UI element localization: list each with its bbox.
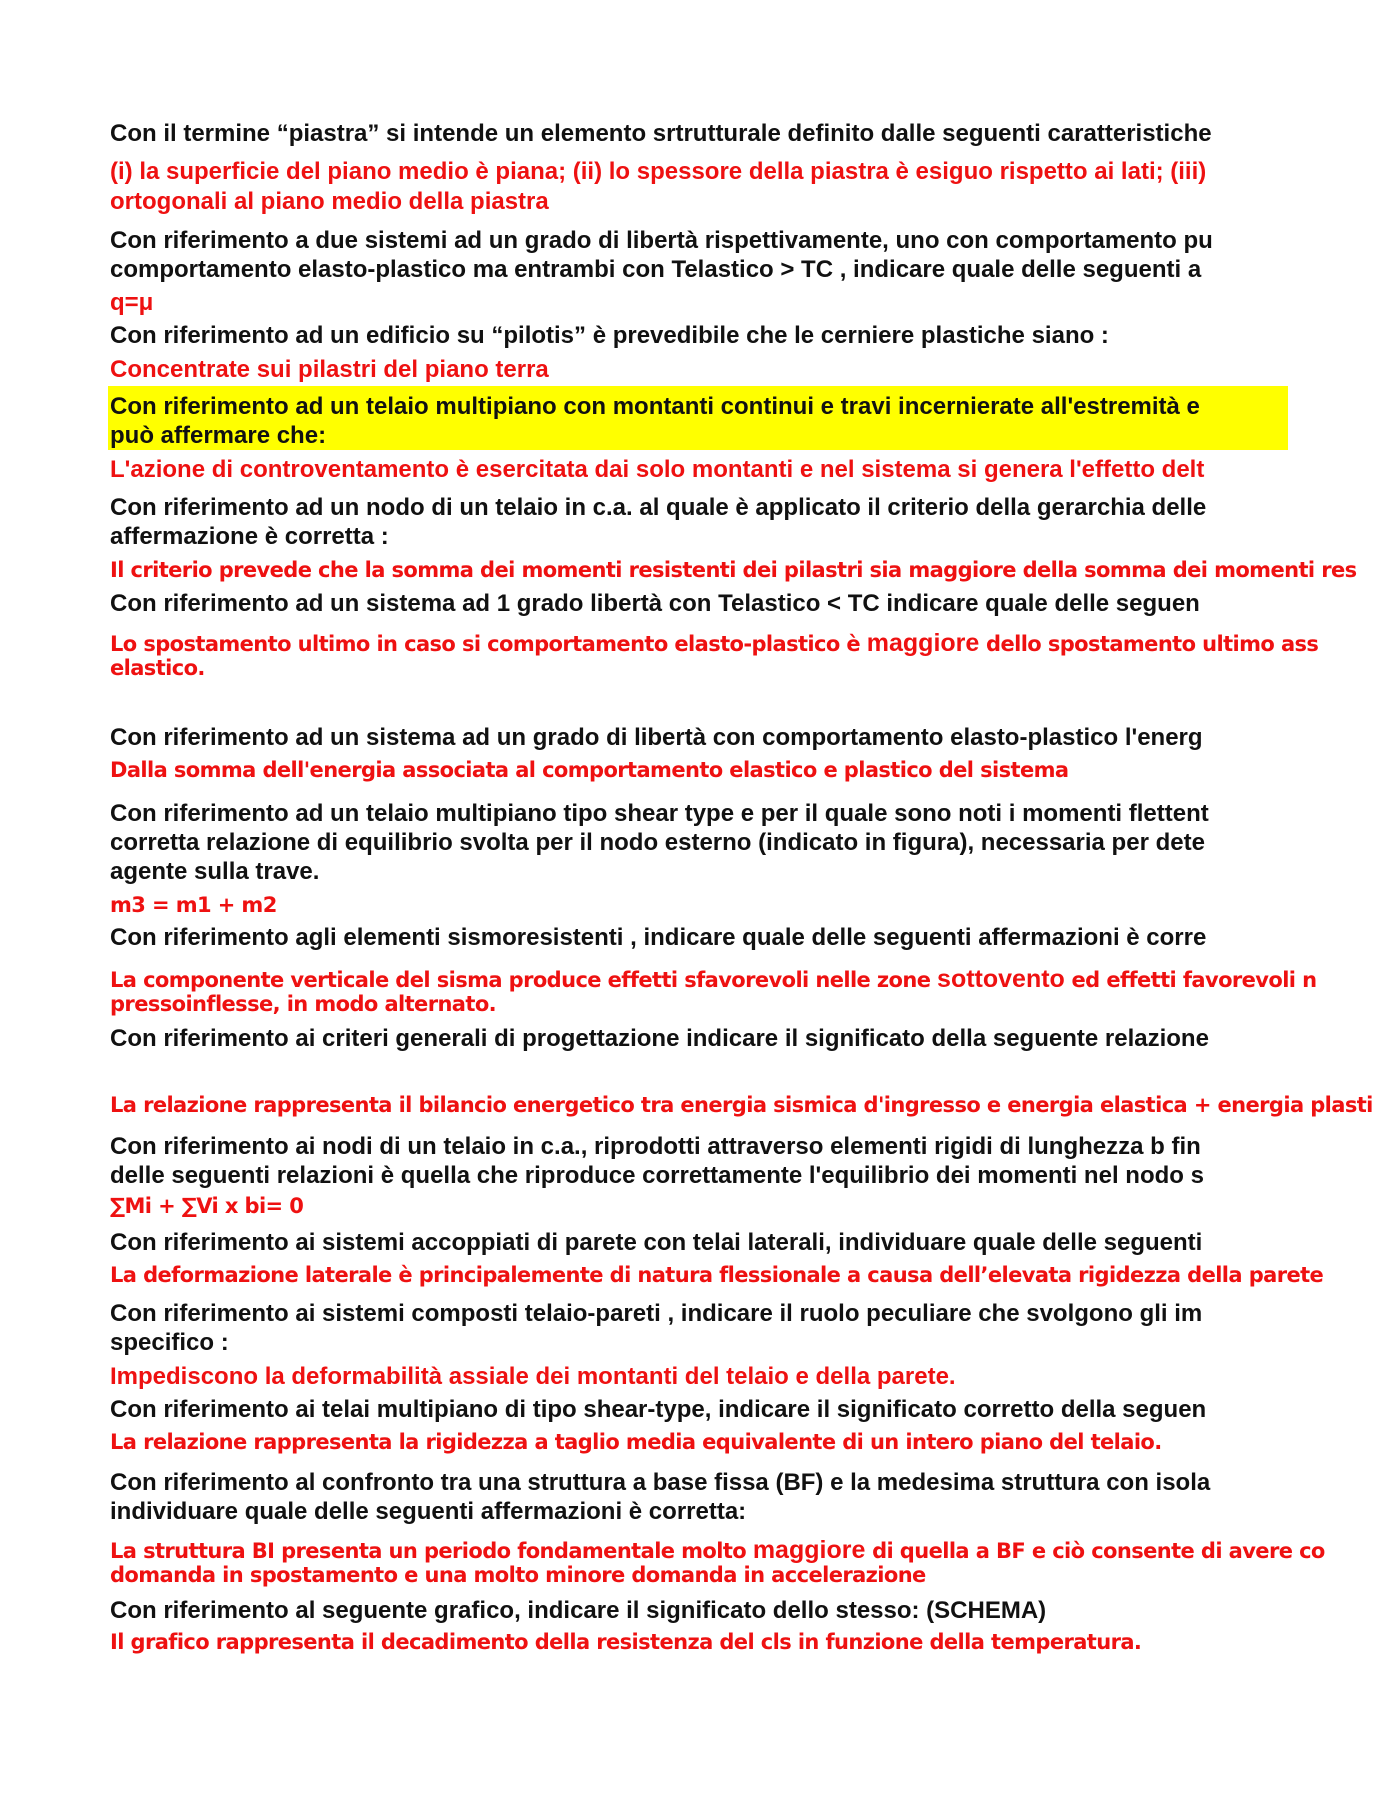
answer-13: Impediscono la deformabilità assiale dei montanti del telaio e della parete. <box>110 1363 956 1390</box>
question-8-line-1: Con riferimento ad un telaio multipiano tipo shear type e per il quale sono noti i momenti flettent <box>110 800 1209 827</box>
question-4-line-2: può affermare che: <box>110 422 327 449</box>
answer-16: Il grafico rappresenta il decadimento della resistenza del cls in funzione della temperatura. <box>110 1630 1142 1654</box>
answer-3: Concentrate sui pilastri del piano terra <box>110 356 549 383</box>
answer-12: La deformazione laterale è principalemente di natura flessionale a causa dell’elevata rigidezza della parete <box>110 1263 1324 1287</box>
question-7: Con riferimento ad un sistema ad un grado di libertà con comportamento elasto-plastico l'energ <box>110 724 1203 751</box>
answer-15-text-a: La struttura BI presenta un periodo fondamentale molto <box>110 1539 753 1563</box>
question-3: Con riferimento ad un edificio su “pilotis” è prevedibile che le cerniere plastiche siano : <box>110 322 1109 349</box>
question-11-line-2: delle seguenti relazioni è quella che riproduce correttamente l'equilibrio dei momenti nel nodo s <box>110 1162 1204 1189</box>
question-13-line-1: Con riferimento ai sistemi composti telaio-pareti , indicare il ruolo peculiare che svolgono gli im <box>110 1300 1203 1327</box>
question-6: Con riferimento ad un sistema ad 1 grado libertà con Telastico < TC indicare quale delle seguen <box>110 590 1200 617</box>
answer-8: m3 = m1 + m2 <box>110 893 277 917</box>
answer-6-line-2: elastico. <box>110 656 205 680</box>
question-2-line-2: comportamento elasto-plastico ma entrambi con Telastico > TC , indicare quale delle seguenti a <box>110 256 1202 283</box>
question-10: Con riferimento ai criteri generali di progettazione indicare il significato della seguente relazione <box>110 1025 1209 1052</box>
answer-7: Dalla somma dell'energia associata al comportamento elastico e plastico del sistema <box>110 758 1069 782</box>
answer-15-line-1 <box>110 1536 1325 1565</box>
answer-6-line-1 <box>110 629 1318 658</box>
answer-2: q=μ <box>110 289 154 316</box>
question-16: Con riferimento al seguente grafico, indicare il significato dello stesso: (SCHEMA) <box>110 1597 1047 1624</box>
question-2-line-1: Con riferimento a due sistemi ad un grado di libertà rispettivamente, uno con comportamento pu <box>110 227 1213 254</box>
answer-9-emphasis: sottovento <box>937 965 1065 993</box>
answer-6-text-a: Lo spostamento ultimo in caso si comportamento elasto-plastico è <box>110 632 867 656</box>
question-9: Con riferimento agli elementi sismoresistenti , indicare quale delle seguenti affermazioni è corre <box>110 924 1207 951</box>
answer-14: La relazione rappresenta la rigidezza a taglio media equivalente di un intero piano del telaio. <box>110 1430 1162 1454</box>
answer-5: Il criterio prevede che la somma dei momenti resistenti dei pilastri sia maggiore della somma dei momenti res <box>110 558 1357 582</box>
answer-6-emphasis: maggiore <box>866 629 980 657</box>
answer-9-line-1 <box>110 965 1316 994</box>
answer-9-text-a: La componente verticale del sisma produce effetti sfavorevoli nelle zone <box>110 968 938 992</box>
answer-4: L'azione di controventamento è esercitata dai solo montanti e nel sistema si genera l'effetto delt <box>110 456 1205 483</box>
question-5-line-2: affermazione è corretta : <box>110 523 389 550</box>
answer-15-text-b: di quella a BF e ciò consente di avere co <box>865 1539 1325 1563</box>
question-1: Con il termine “piastra” si intende un elemento srtrutturale definito dalle seguenti caratteristiche <box>110 120 1212 147</box>
answer-1-line-1: (i) la superficie del piano medio è piana; (ii) lo spessore della piastra è esiguo rispetto ai lati; (iii) <box>110 158 1207 185</box>
question-12: Con riferimento ai sistemi accoppiati di parete con telai laterali, individuare quale delle seguenti <box>110 1229 1203 1256</box>
question-14: Con riferimento ai telai multipiano di tipo shear-type, indicare il significato corretto della seguen <box>110 1396 1207 1423</box>
answer-15-emphasis: maggiore <box>752 1536 866 1564</box>
answer-11: ∑Mi + ∑Vi x bi= 0 <box>110 1194 304 1218</box>
question-15-line-2: individuare quale delle seguenti affermazioni è corretta: <box>110 1498 747 1525</box>
question-15-line-1: Con riferimento al confronto tra una struttura a base fissa (BF) e la medesima struttura con isola <box>110 1469 1211 1496</box>
answer-6-text-b: dello spostamento ultimo ass <box>979 632 1319 656</box>
answer-1-line-2: ortogonali al piano medio della piastra <box>110 188 549 215</box>
answer-9-line-2: pressoinflesse, in modo alternato. <box>110 992 497 1016</box>
answer-15-line-2: domanda in spostamento e una molto minore domanda in accelerazione <box>110 1563 926 1587</box>
question-5-line-1: Con riferimento ad un nodo di un telaio in c.a. al quale è applicato il criterio della gerarchia delle <box>110 494 1207 521</box>
question-11-line-1: Con riferimento ai nodi di un telaio in c.a., riprodotti attraverso elementi rigidi di lunghezza b fin <box>110 1133 1201 1160</box>
question-8-line-3: agente sulla trave. <box>110 858 320 885</box>
question-13-line-2: specifico : <box>110 1329 229 1356</box>
question-4-line-1: Con riferimento ad un telaio multipiano con montanti continui e travi incernierate all'estremità e <box>110 393 1200 420</box>
answer-10: La relazione rappresenta il bilancio energetico tra energia sismica d'ingresso e energia elastica + energia plasti <box>110 1093 1373 1117</box>
question-8-line-2: corretta relazione di equilibrio svolta per il nodo esterno (indicato in figura), necessaria per dete <box>110 829 1205 856</box>
answer-9-text-b: ed effetti favorevoli n <box>1064 968 1317 992</box>
